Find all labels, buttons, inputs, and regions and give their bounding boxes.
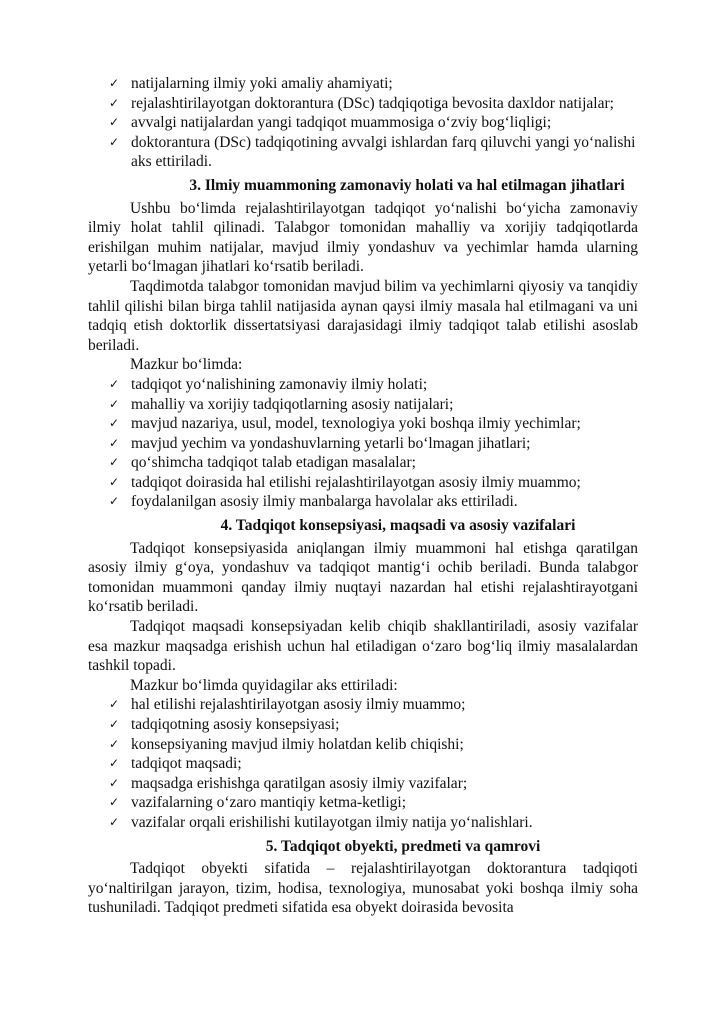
list-item: ✓ tadqiqotning asosiy konsepsiyasi;: [109, 716, 340, 733]
list-item: ✓ qoʻshimcha tadqiqot talab etadigan masalalar;: [109, 454, 416, 472]
list-item: ✓ mavjud yechim va yondashuvlarning yetarli boʻlmagan jihatlari;: [109, 434, 531, 452]
list-item: ✓ tadqiqot maqsadi;: [109, 755, 242, 773]
section-5-heading: 5. Tadqiqot obyekti, predmeti va qamrovi: [265, 837, 541, 855]
section-3-paragraph-1: Ushbu boʻlimda rejalashtirilayotgan tadqiqot yoʻnalishi boʻyicha zamonaviy ilmiy holat tahlil qilinadi. Talabgor tomonidan mahalliy va xorijiy tadqiqotlarda erishilgan muhim natijalar, mavjud ilmiy yondashuv va yechimlar hamda ularning yetarli boʻlmagan jihatlari koʻrsatib beriladi.: [88, 199, 638, 276]
check-icon: ✓: [109, 795, 120, 810]
list-item: ✓ hal etilishi rejalashtirilayotgan asosiy ilmiy muammo;: [109, 696, 466, 714]
check-icon: ✓: [109, 396, 120, 411]
list-item: ✓ konsepsiyaning mavjud ilmiy holatdan kelib chiqishi;: [109, 735, 464, 753]
list-item: ✓ vazifalarning oʻzaro mantiqiy ketma-ketligi;: [109, 794, 407, 812]
check-icon: ✓: [109, 697, 120, 712]
list-item: ✓ natijalarning ilmiy yoki amaliy ahamiyati;: [109, 75, 393, 92]
section-3-lead: Mazkur boʻlimda:: [130, 356, 243, 374]
results-list: [88, 74, 638, 172]
check-icon: ✓: [109, 775, 120, 790]
list-item: ✓ mahalliy va xorijiy tadqiqotlarning asosiy natijalari;: [109, 395, 454, 413]
check-icon: ✓: [109, 494, 120, 509]
check-icon: ✓: [109, 115, 120, 130]
section-4-paragraph-1: Tadqiqot konsepsiyasida aniqlangan ilmiy muammoni hal etishga qaratilgan asosiy ilmiy gʻoya, yondashuv va tadqiqot mantigʻi ochib beriladi. Bunda talabgor tomonidan muammoni qanday ilmiy nuqtayi nazardan hal etishi rejalashtirayotgani koʻrsatib beriladi.: [88, 539, 638, 616]
document-page: [88, 74, 638, 918]
section-5-paragraph-1: Tadqiqot obyekti sifatida – rejalashtirilayotgan doktorantura tadqiqoti yoʻnaltirilgan jarayon, tizim, hodisa, texnologiya, munosabat yoki boshqa ilmiy soha tushuniladi. Tadqiqot predmeti sifatida esa obyekt doirasida bevosita: [88, 860, 638, 917]
list-item: ✓ tadqiqot doirasida hal etilishi rejalashtirilayotgan asosiy ilmiy muammo;: [109, 473, 581, 491]
list-item: ✓ tadqiqot yoʻnalishining zamonaviy ilmiy holati;: [109, 375, 428, 393]
list-item: ✓ foydalanilgan asosiy ilmiy manbalarga havolalar aks ettiriladi.: [109, 493, 518, 511]
section-3-list: [88, 375, 638, 512]
section-3-paragraph-2: Taqdimotda talabgor tomonidan mavjud bilim va yechimlarni qiyosiy va tanqidiy tahlil qilishi bilan birga tahlil natijasida aynan qaysi ilmiy masala hal etilmagani va uni tadqiq etish doktorlik dissertatsiyasi darajasidagi ilmiy tadqiqot talab etilishi asoslab beriladi.: [88, 277, 638, 354]
check-icon: ✓: [109, 814, 120, 829]
check-icon: ✓: [109, 376, 120, 391]
section-4-heading: 4. Tadqiqot konsepsiyasi, maqsadi va asosiy vazifalari: [220, 517, 576, 535]
list-item: ✓ avvalgi natijalardan yangi tadqiqot muammosiga oʻzviy bogʻliqligi;: [109, 114, 552, 132]
list-item: ✓ rejalashtirilayotgan doktorantura (DSc) tadqiqotiga bevosita daxldor natijalar;: [109, 94, 614, 112]
check-icon: ✓: [109, 455, 120, 470]
check-icon: ✓: [109, 95, 120, 110]
section-4-lead: Mazkur boʻlimda quyidagilar aks ettiriladi:: [130, 676, 398, 694]
section-4-paragraph-2: Tadqiqot maqsadi konsepsiyadan kelib chiqib shakllantiriladi, asosiy vazifalar esa mazkur maqsadga erishish uchun hal etiladigan oʻzaro bogʻliq ilmiy masalalardan tashkil topadi.: [88, 618, 638, 675]
check-icon: ✓: [109, 416, 120, 431]
section-3-heading: 3. Ilmiy muammoning zamonaviy holati va hal etilmagan jihatlari: [189, 176, 625, 194]
check-icon: ✓: [109, 717, 120, 731]
check-icon: ✓: [109, 736, 120, 751]
check-icon: ✓: [109, 474, 120, 489]
section-4-list: [88, 695, 638, 832]
check-icon: ✓: [109, 76, 120, 90]
check-icon: ✓: [109, 435, 120, 450]
list-item: ✓ vazifalar orqali erishilishi kutilayotgan ilmiy natija yoʻnalishlari.: [109, 813, 533, 831]
list-item: ✓ maqsadga erishishga qaratilgan asosiy ilmiy vazifalar;: [109, 774, 468, 792]
list-item: ✓ doktorantura (DSc) tadqiqotining avvalgi ishlardan farq qiluvchi yangi yoʻnalishi aks ettiriladi.: [109, 133, 636, 171]
list-item: ✓ mavjud nazariya, usul, model, texnologiya yoki boshqa ilmiy yechimlar;: [109, 415, 581, 433]
check-icon: ✓: [109, 756, 120, 771]
check-icon: ✓: [109, 134, 120, 149]
